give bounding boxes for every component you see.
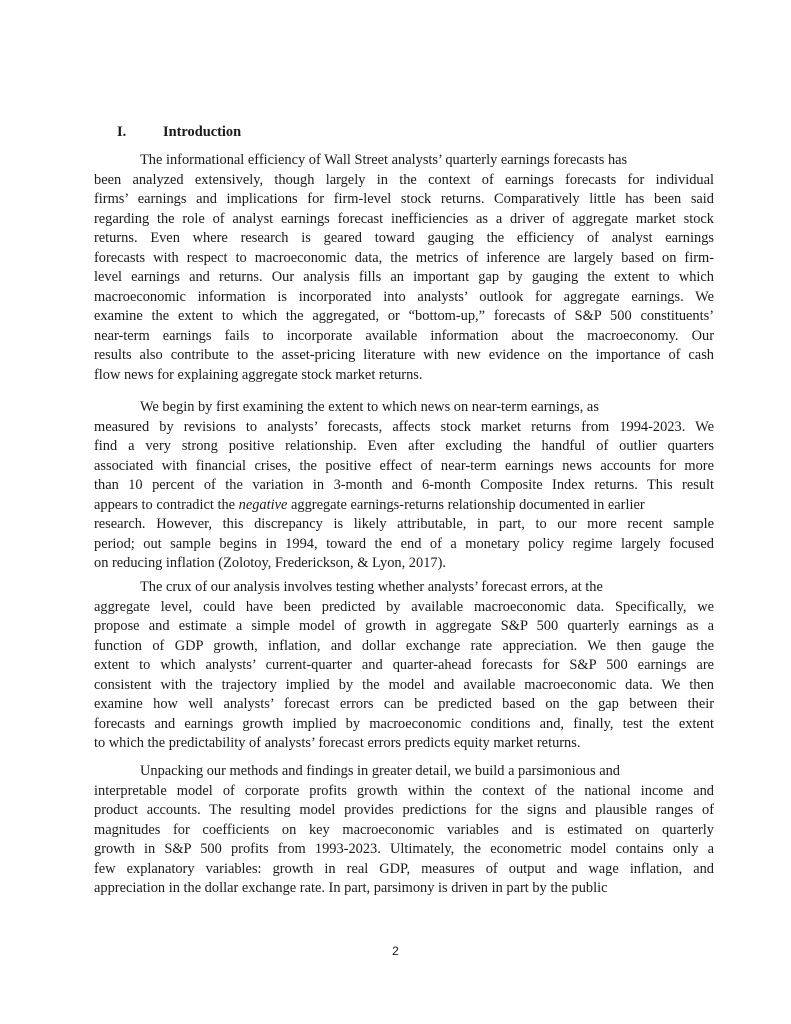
line-text: appears to contradict the (94, 496, 239, 513)
section-number: I. (117, 124, 127, 140)
paragraph-line: product accounts. The resulting model provides predictions for the signs and plausible ranges of (94, 802, 714, 818)
paragraph-line: been analyzed extensively, though largely in the context of earnings forecasts for individual (94, 171, 714, 188)
paragraph-line: on reducing inflation (Zolotoy, Frederickson, & Lyon, 2017). (94, 555, 446, 571)
paragraph-line: find a very strong positive relationship. Even after excluding the handful of outlier quarters (94, 438, 714, 454)
paragraph-line: associated with financial crises, the positive effect of near-term earnings news accounts for more (94, 457, 714, 474)
paragraph-line: aggregate level, could have been predicted by available macroeconomic data. Specifically, we (94, 598, 714, 615)
section-title: Introduction (163, 124, 242, 140)
paragraph-line: We begin by first examining the extent to which news on near-term earnings, as (140, 399, 599, 415)
paragraph-line: near-term earnings fails to incorporate available information about the macroeconomy. Our (94, 327, 714, 344)
paragraph-1 (94, 151, 714, 385)
paragraph-line: function of GDP growth, inflation, and dollar exchange rate appreciation. We then gauge the (94, 637, 714, 654)
paragraph-line: regarding the role of analyst earnings forecast inefficiencies as a driver of aggregate market stock (94, 210, 714, 227)
paragraph-line: growth in S&P 500 profits from 1993-2023. Ultimately, the econometric model contains only a (94, 841, 714, 857)
emphasized-word: negative (238, 496, 288, 513)
paragraph-line: to which the predictability of analysts’ forecast errors predicts equity market returns. (94, 735, 581, 751)
paragraph-line: level earnings and returns. Our analysis fills an important gap by gauging the extent to which (94, 269, 714, 285)
paragraph-line: examine the extent to which the aggregated, or “bottom-up,” forecasts of S&P 500 constituents’ (94, 308, 714, 324)
paragraph-line: returns. Even where research is geared toward gauging the efficiency of analyst earnings (94, 230, 714, 246)
paragraph-line: macroeconomic information is incorporated into analysts’ outlook for aggregate earnings. We (94, 288, 714, 305)
paragraph-line: Unpacking our methods and findings in greater detail, we build a parsimonious and (140, 763, 620, 779)
paragraph-line: measured by revisions to analysts’ forecasts, affects stock market returns from 1994-2023. We (94, 418, 714, 435)
paragraph-line: consistent with the trajectory implied by the model and available macroeconomic data. We then (94, 676, 714, 693)
section-heading (117, 124, 241, 141)
paragraph-3 (94, 578, 714, 754)
page-number: 2 (392, 944, 399, 958)
paragraph-line: examine how well analysts’ forecast errors can be predicted based on the gap between their (94, 696, 714, 712)
paragraph-line: appreciation in the dollar exchange rate. In part, parsimony is driven in part by the public (94, 880, 608, 896)
line-text: aggregate earnings-returns relationship documented in earlier (287, 496, 645, 513)
paragraph-line: flow news for explaining aggregate stock market returns. (94, 366, 423, 383)
paragraph-line: The informational efficiency of Wall Street analysts’ quarterly earnings forecasts has (140, 152, 628, 168)
paragraph-line: than 10 percent of the variation in 3-month and 6-month Composite Index returns. This result (94, 477, 714, 493)
paragraph-line: propose and estimate a simple model of growth in aggregate S&P 500 quarterly earnings as a (94, 618, 714, 634)
paragraph-2 (94, 398, 714, 574)
paragraph-line: extent to which analysts’ current-quarter and quarter-ahead forecasts for S&P 500 earnings are (94, 657, 714, 673)
paragraph-line: forecasts with respect to macroeconomic data, the metrics of inference are largely based on firm- (94, 249, 714, 266)
paragraph-line: research. However, this discrepancy is likely attributable, in part, to our more recent sample (94, 516, 714, 532)
paragraph-line: firms’ earnings and implications for firm-level stock returns. Comparatively little has been said (94, 191, 714, 207)
paragraph-line: few explanatory variables: growth in real GDP, measures of output and wage inflation, and (94, 860, 714, 877)
paragraph-line: magnitudes for coefficients on key macroeconomic variables and is estimated on quarterly (94, 821, 714, 838)
paragraph-line: The crux of our analysis involves testing whether analysts’ forecast errors, at the (140, 579, 603, 595)
paragraph-line: results also contribute to the asset-pricing literature with new evidence on the importance of cash (94, 347, 714, 363)
paragraph-line: period; out sample begins in 1994, toward the end of a monetary policy regime largely focused (94, 535, 714, 552)
paragraph-line: interpretable model of corporate profits growth within the context of the national income and (94, 782, 714, 799)
paragraph-line: forecasts and earnings growth implied by macroeconomic conditions and, finally, test the extent (94, 715, 714, 732)
paragraph-line-with-emphasis (94, 496, 714, 516)
paragraph-4 (94, 762, 714, 899)
